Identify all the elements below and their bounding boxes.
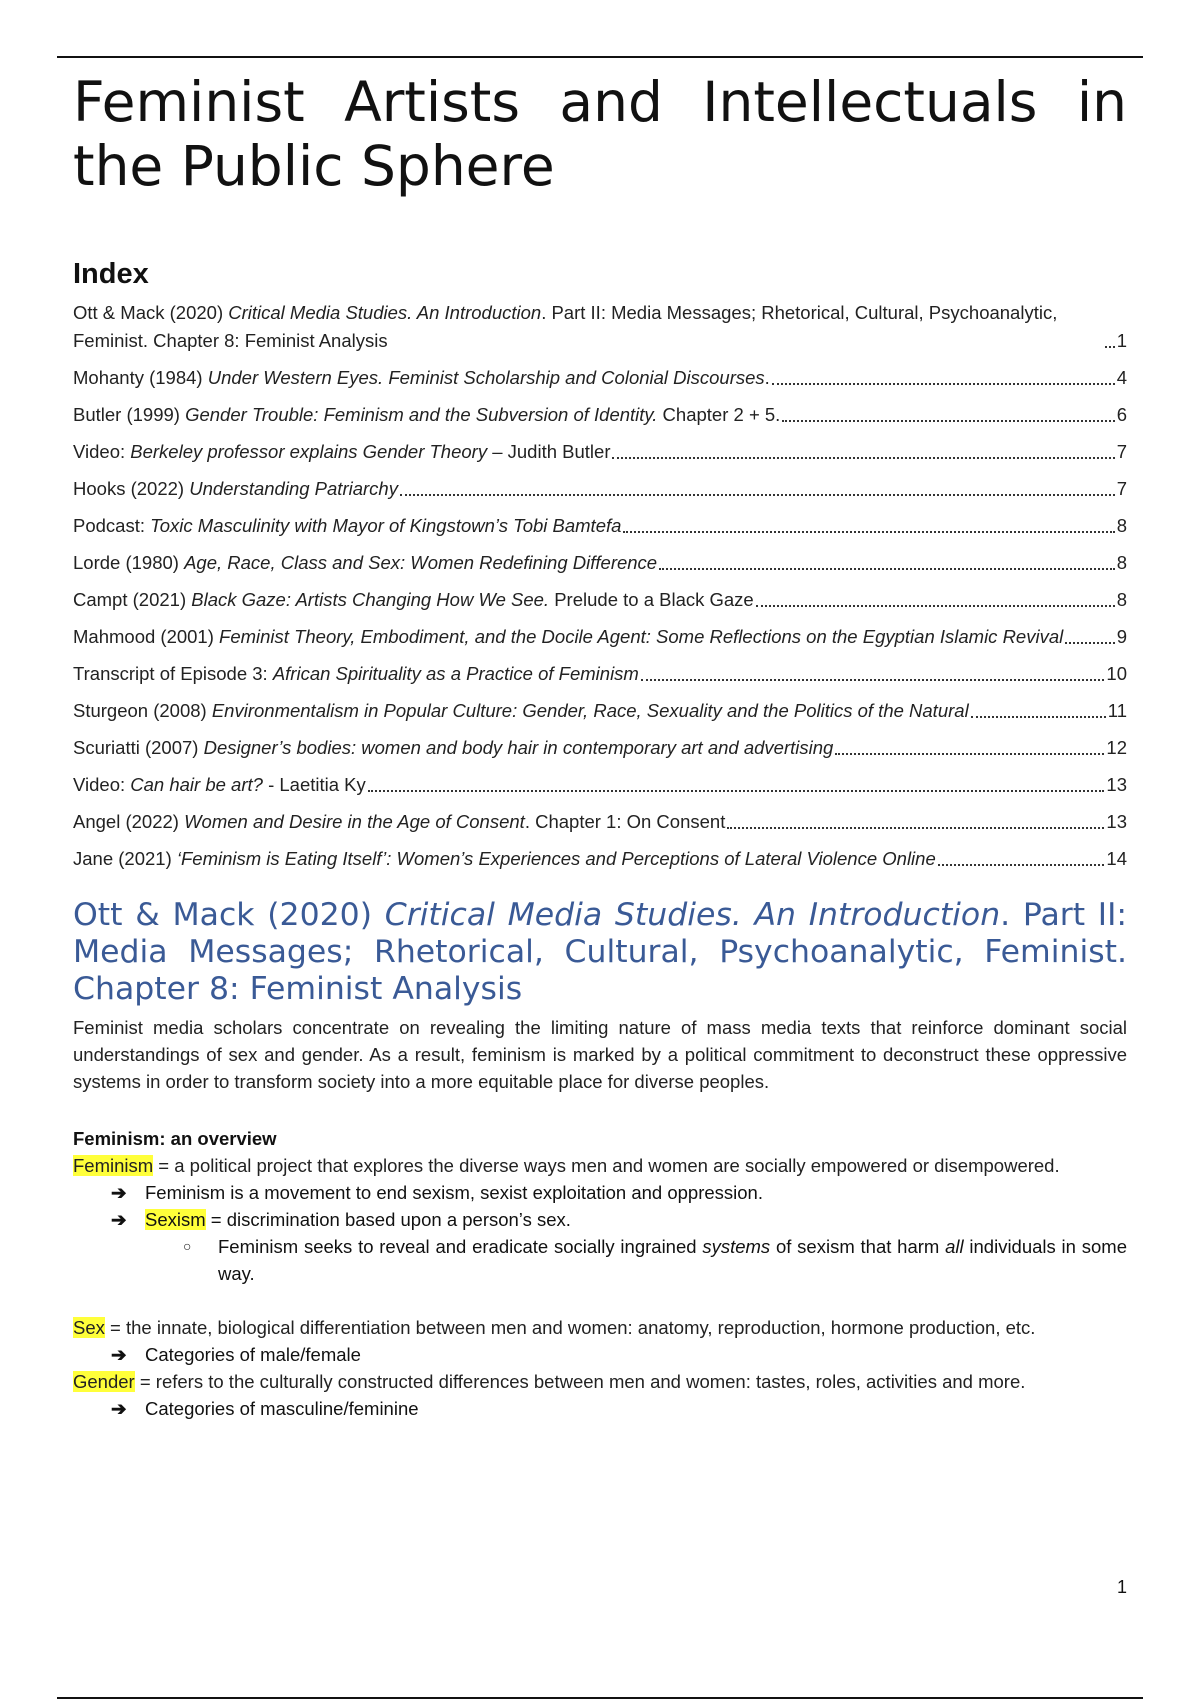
toc-page-number: 11 [1107,700,1127,721]
toc-entry-title: Ott & Mack (2020) Critical Media Studies. An Introduction. Part II: Media Messages; Rhetorical, Cultural, Psychoanalytic, Feminist. Chapter 8: Feminist Analysis [73,302,1058,351]
arrow-icon: ➔ [111,1209,127,1230]
toc-entry-title: Lorde (1980) Age, Race, Class and Sex: Women Redefining Difference [73,552,658,573]
toc-entry[interactable] [73,401,1127,429]
toc-dot-leader [623,531,1114,533]
arrow-icon: ➔ [111,1344,127,1365]
toc-entry-title: Video: Berkeley professor explains Gender Theory – Judith Butler [73,441,611,462]
toc-entry-title: Jane (2021) ‘Feminism is Eating Itself’: Women’s Experiences and Perceptions of Lateral Violence Online [73,848,936,869]
toc-entry-title: Transcript of Episode 3: African Spirituality as a Practice of Feminism [73,663,639,684]
toc-dot-leader [971,716,1106,718]
bottom-rule [57,1697,1143,1699]
toc-dot-leader [835,753,1104,755]
subheading-feminism-overview: Feminism: an overview [73,1128,277,1149]
toc-entry[interactable] [73,475,1127,503]
toc-dot-leader [659,568,1115,570]
toc-dot-leader [1065,642,1114,644]
toc-entry-title: Campt (2021) Black Gaze: Artists Changing How We See. Prelude to a Black Gaze [73,589,754,610]
toc-entry[interactable] [73,623,1127,651]
circle-bullet-icon: ○ [183,1238,192,1254]
toc-dot-leader [641,679,1105,681]
toc-page-number: 9 [1116,626,1127,647]
toc-entry[interactable] [73,808,1127,836]
sex-term: Sex [73,1317,105,1338]
toc-entry-title: Butler (1999) Gender Trouble: Feminism and the Subversion of Identity. Chapter 2 + 5. [73,404,781,425]
toc-entry-title: Mohanty (1984) Under Western Eyes. Feminist Scholarship and Colonial Discourses. [73,367,770,388]
page-number: 1 [1116,1577,1127,1597]
list-item: ➔ Categories of masculine/feminine [111,1395,1127,1422]
toc-entry[interactable] [73,364,1127,392]
toc-page-number: 13 [1106,774,1127,795]
toc-entry[interactable] [73,512,1127,540]
intro-paragraph: Feminist media scholars concentrate on revealing the limiting nature of mass media texts that reinforce dominant social understandings of sex and gender. As a result, feminism is marked by a political commitment to deconstruct these oppressive systems in order to transform society into a more equitable place for diverse peoples. [73,1017,1127,1092]
toc-entry-title: Podcast: Toxic Masculinity with Mayor of Kingstown’s Tobi Bamtefa [73,515,622,536]
toc-entry[interactable] [73,660,1127,688]
toc-entry[interactable] [73,586,1127,614]
list-item: ➔ Sexism = discrimination based upon a person’s sex. [111,1206,1127,1233]
toc-page-number: 14 [1106,848,1127,869]
toc-page-number: 7 [1116,478,1127,499]
toc-dot-leader [772,383,1115,385]
toc-entry-title: Video: Can hair be art? - Laetitia Ky [73,774,366,795]
toc-dot-leader [400,494,1115,496]
toc-entry[interactable] [73,299,1127,355]
toc-dot-leader [368,790,1105,792]
toc-page-number: 4 [1116,367,1127,388]
toc-entry[interactable] [73,697,1127,725]
toc-page-number: 10 [1106,663,1127,684]
toc-page-number: 8 [1116,589,1127,610]
toc-entry-title: Hooks (2022) Understanding Patriarchy [73,478,398,499]
document-title: Feminist Artists and Intellectuals in the Public Sphere [73,70,1127,198]
toc-page-number: 8 [1116,515,1127,536]
sexism-term: Sexism [145,1209,206,1230]
toc-entry[interactable] [73,438,1127,466]
feminism-definition: Feminism = a political project that explores the diverse ways men and women are socially empowered or disempowered. [73,1155,1060,1176]
gender-definition: Gender = refers to the culturally constructed differences between men and women: tastes, roles, activities and more. [73,1371,1026,1392]
toc-entry[interactable] [73,771,1127,799]
list-item: ➔ Feminism is a movement to end sexism, sexist exploitation and oppression. [111,1179,1127,1206]
document-body [73,70,1127,1422]
top-rule [57,56,1143,58]
toc-dot-leader [612,457,1114,459]
toc-dot-leader [727,827,1104,829]
toc-dot-leader [756,605,1115,607]
sub-list-item: ○ Feminism seeks to reveal and eradicate socially ingrained systems of sexism that harm all individuals in some way. [183,1233,1127,1287]
toc-page-number: 6 [1116,404,1127,425]
index-heading: Index [73,258,149,290]
toc-page-number: 8 [1116,552,1127,573]
section-heading: Ott & Mack (2020) Critical Media Studies. An Introduction. Part II: Media Messages; Rhetorical, Cultural, Psychoanalytic, Feminist. Chapter 8: Feminist Analysis [73,897,1127,1007]
toc-page-number: 7 [1116,441,1127,462]
toc-entry-title: Mahmood (2001) Feminist Theory, Embodiment, and the Docile Agent: Some Reflections on the Egyptian Islamic Revival [73,626,1064,647]
toc-page-number: 12 [1106,737,1127,758]
arrow-icon: ➔ [111,1398,127,1419]
gender-term: Gender [73,1371,135,1392]
feminism-term: Feminism [73,1155,154,1176]
toc-page-number: 13 [1106,811,1127,832]
toc-entry[interactable] [73,549,1127,577]
toc-entry[interactable] [73,845,1127,873]
toc-page-number: 1 [1116,330,1127,351]
toc-entry-title: Angel (2022) Women and Desire in the Age of Consent. Chapter 1: On Consent [73,811,726,832]
toc-dot-leader [938,864,1105,866]
toc-entry[interactable] [73,734,1127,762]
toc-dot-leader [782,420,1114,422]
table-of-contents [73,299,1127,873]
sex-definition: Sex = the innate, biological differentiation between men and women: anatomy, reproduction, hormone production, etc. [73,1317,1036,1338]
toc-entry-title: Sturgeon (2008) Environmentalism in Popular Culture: Gender, Race, Sexuality and the Politics of the Natural [73,700,969,721]
toc-entry-title: Scuriatti (2007) Designer’s bodies: women and body hair in contemporary art and advertising [73,737,834,758]
toc-dot-leader [1105,346,1115,348]
arrow-icon: ➔ [111,1182,127,1203]
list-item: ➔ Categories of male/female [111,1341,1127,1368]
